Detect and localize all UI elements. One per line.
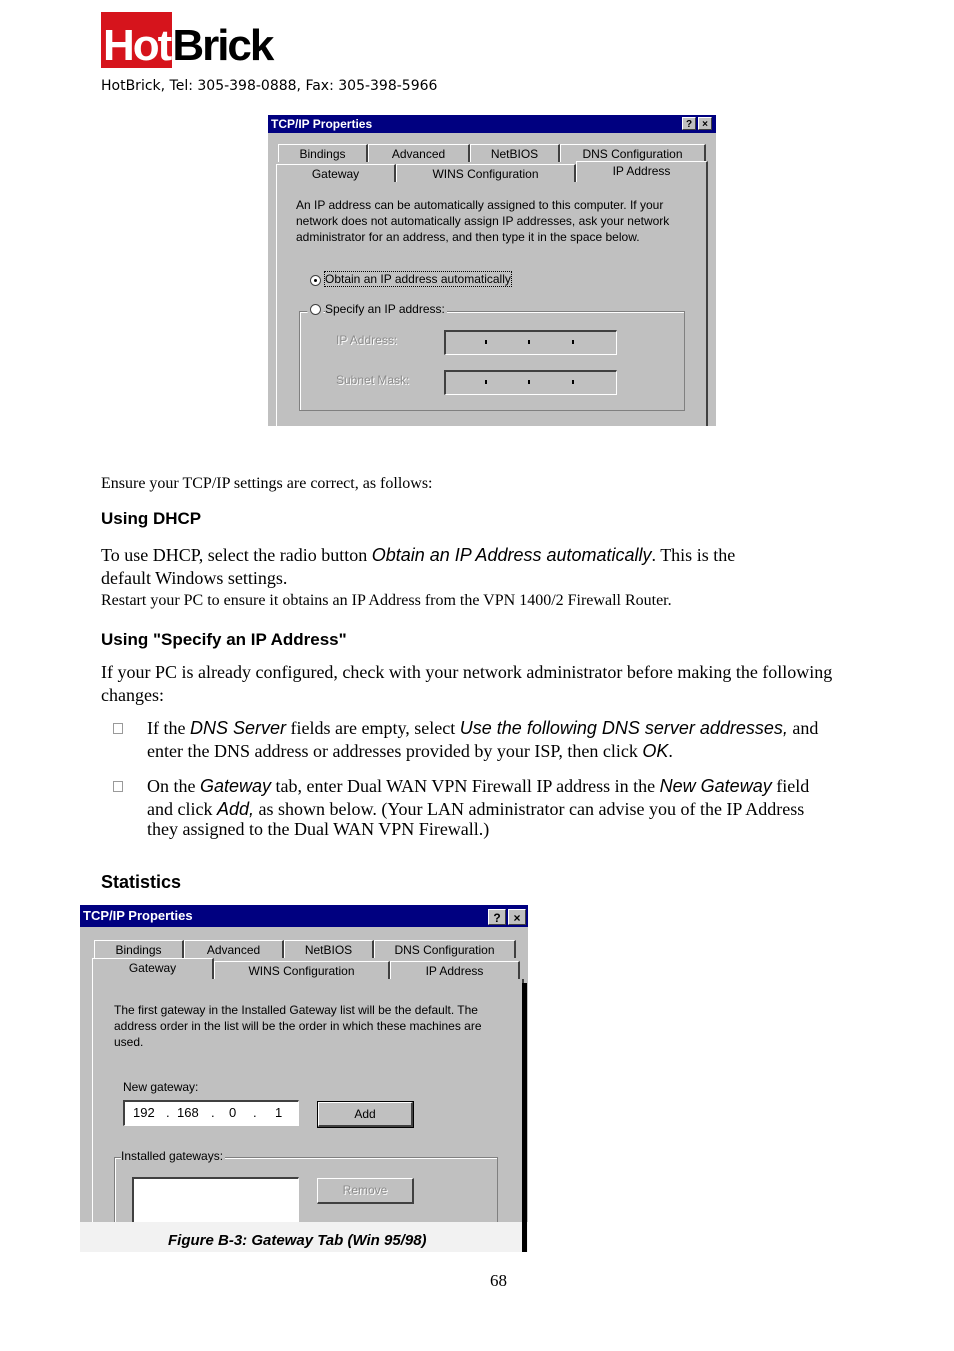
tab-netbios[interactable]: NetBIOS — [470, 144, 560, 162]
close-button[interactable]: × — [698, 117, 712, 130]
tab-netbios[interactable]: NetBIOS — [284, 940, 374, 958]
remove-button: Remove — [317, 1178, 414, 1204]
label-obtain-automatically[interactable]: Obtain an IP address automatically — [325, 272, 511, 286]
heading-statistics: Statistics — [101, 872, 182, 892]
octet-1: 192 — [133, 1105, 155, 1120]
intro-text: Ensure your TCP/IP settings are correct, as follows: — [101, 475, 433, 492]
radio-specify-ip[interactable] — [310, 304, 321, 315]
installed-gateways-list[interactable] — [132, 1177, 299, 1222]
bullet-2-line3: they assigned to the Dual WAN VPN Firewall.) — [147, 819, 490, 839]
add-button[interactable]: Add — [318, 1102, 413, 1127]
bullet-marker-2 — [113, 781, 123, 792]
dialog-title: TCP/IP Properties — [80, 905, 528, 927]
close-button[interactable]: × — [508, 909, 526, 925]
octet-4: 1 — [275, 1105, 283, 1120]
label-new-gateway: New gateway: — [123, 1080, 199, 1094]
tab-gateway[interactable]: Gateway — [276, 164, 396, 182]
dhcp-paragraph-1: To use DHCP, select the radio button Obtain an IP Address automatically. This is the — [101, 545, 736, 565]
specify-ip-groupbox — [299, 311, 685, 411]
tab-bindings[interactable]: Bindings — [94, 940, 184, 958]
bullet-2-line2: and click Add, as shown below. (Your LAN administrator can advise you of the IP Address — [147, 799, 805, 819]
ip-description: An IP address can be automatically assigned to this computer. If your network does not automatically assign IP addresses, ask your network administrator for an address, and then type it in the space below. — [296, 198, 670, 244]
tab-wins-configuration[interactable]: WINS Configuration — [396, 164, 576, 182]
label-installed-gateways: Installed gateways: — [121, 1149, 224, 1163]
specify-paragraph-line2: changes: — [101, 685, 164, 705]
tcpip-dialog-ip-address — [268, 115, 716, 426]
dhcp-paragraph-2: Restart your PC to ensure it obtains an IP Address from the VPN 1400/2 Firewall Router. — [101, 592, 672, 609]
label-specify-ip[interactable]: Specify an IP address: — [325, 302, 445, 316]
heading-using-specify-ip: Using "Specify an IP Address" — [101, 630, 347, 649]
tab-ip-address[interactable]: IP Address — [390, 961, 520, 979]
gateway-description: The first gateway in the Installed Gateway list will be the default. The address order in the list will be the order in which these machines are used. — [114, 1003, 482, 1049]
tab-gateway[interactable]: Gateway — [92, 958, 214, 979]
obtain-automatically-term: Obtain an IP Address automatically — [371, 545, 652, 565]
new-gateway-field[interactable]: 192 . 168 . 0 . 1 — [123, 1100, 299, 1126]
tab-wins-configuration[interactable]: WINS Configuration — [214, 961, 390, 979]
bullet-marker-1 — [113, 723, 123, 734]
page-number: 68 — [490, 1271, 507, 1290]
subnet-mask-field[interactable] — [444, 370, 617, 395]
contact-line: HotBrick, Tel: 305-398-0888, Fax: 305-398-5966 — [101, 78, 438, 94]
dhcp-paragraph-1-line2: default Windows settings. — [101, 568, 288, 588]
logo-brick-text: Brick — [172, 21, 273, 70]
tab-ip-address[interactable]: IP Address — [576, 161, 708, 182]
figure-caption: Figure B-3: Gateway Tab (Win 95/98) — [168, 1232, 427, 1249]
tab-advanced[interactable]: Advanced — [184, 940, 284, 958]
octet-2: 168 — [177, 1105, 199, 1120]
label-subnet-mask: Subnet Mask: — [336, 373, 410, 387]
bullet-2-line1: On the Gateway tab, enter Dual WAN VPN Firewall IP address in the New Gateway field — [147, 776, 810, 796]
label-ip-address: IP Address: — [336, 333, 398, 347]
help-button[interactable]: ? — [488, 909, 506, 925]
tab-advanced[interactable]: Advanced — [368, 144, 470, 162]
bullet-1-line2: enter the DNS address or addresses provided by your ISP, then click OK. — [147, 741, 673, 761]
heading-using-dhcp: Using DHCP — [101, 509, 202, 528]
octet-3: 0 — [229, 1105, 237, 1120]
hotbrick-logo — [101, 12, 272, 68]
dialog-title: TCP/IP Properties — [268, 115, 716, 133]
tcpip-dialog-gateway — [80, 905, 528, 1222]
tab-dns-configuration[interactable]: DNS Configuration — [374, 940, 516, 958]
help-button[interactable]: ? — [682, 117, 696, 130]
tab-bindings[interactable]: Bindings — [278, 144, 368, 162]
radio-obtain-automatically[interactable] — [310, 275, 321, 286]
ip-address-field[interactable] — [444, 330, 617, 355]
bullet-1-line1: If the DNS Server fields are empty, select Use the following DNS server addresses, and — [147, 718, 819, 738]
tab-dns-configuration[interactable]: DNS Configuration — [560, 144, 706, 162]
logo-hot-text: Hot — [101, 12, 172, 68]
figure-gateway-tab — [80, 905, 528, 1252]
specify-paragraph-line1: If your PC is already configured, check with your network administrator before making the following — [101, 662, 833, 682]
